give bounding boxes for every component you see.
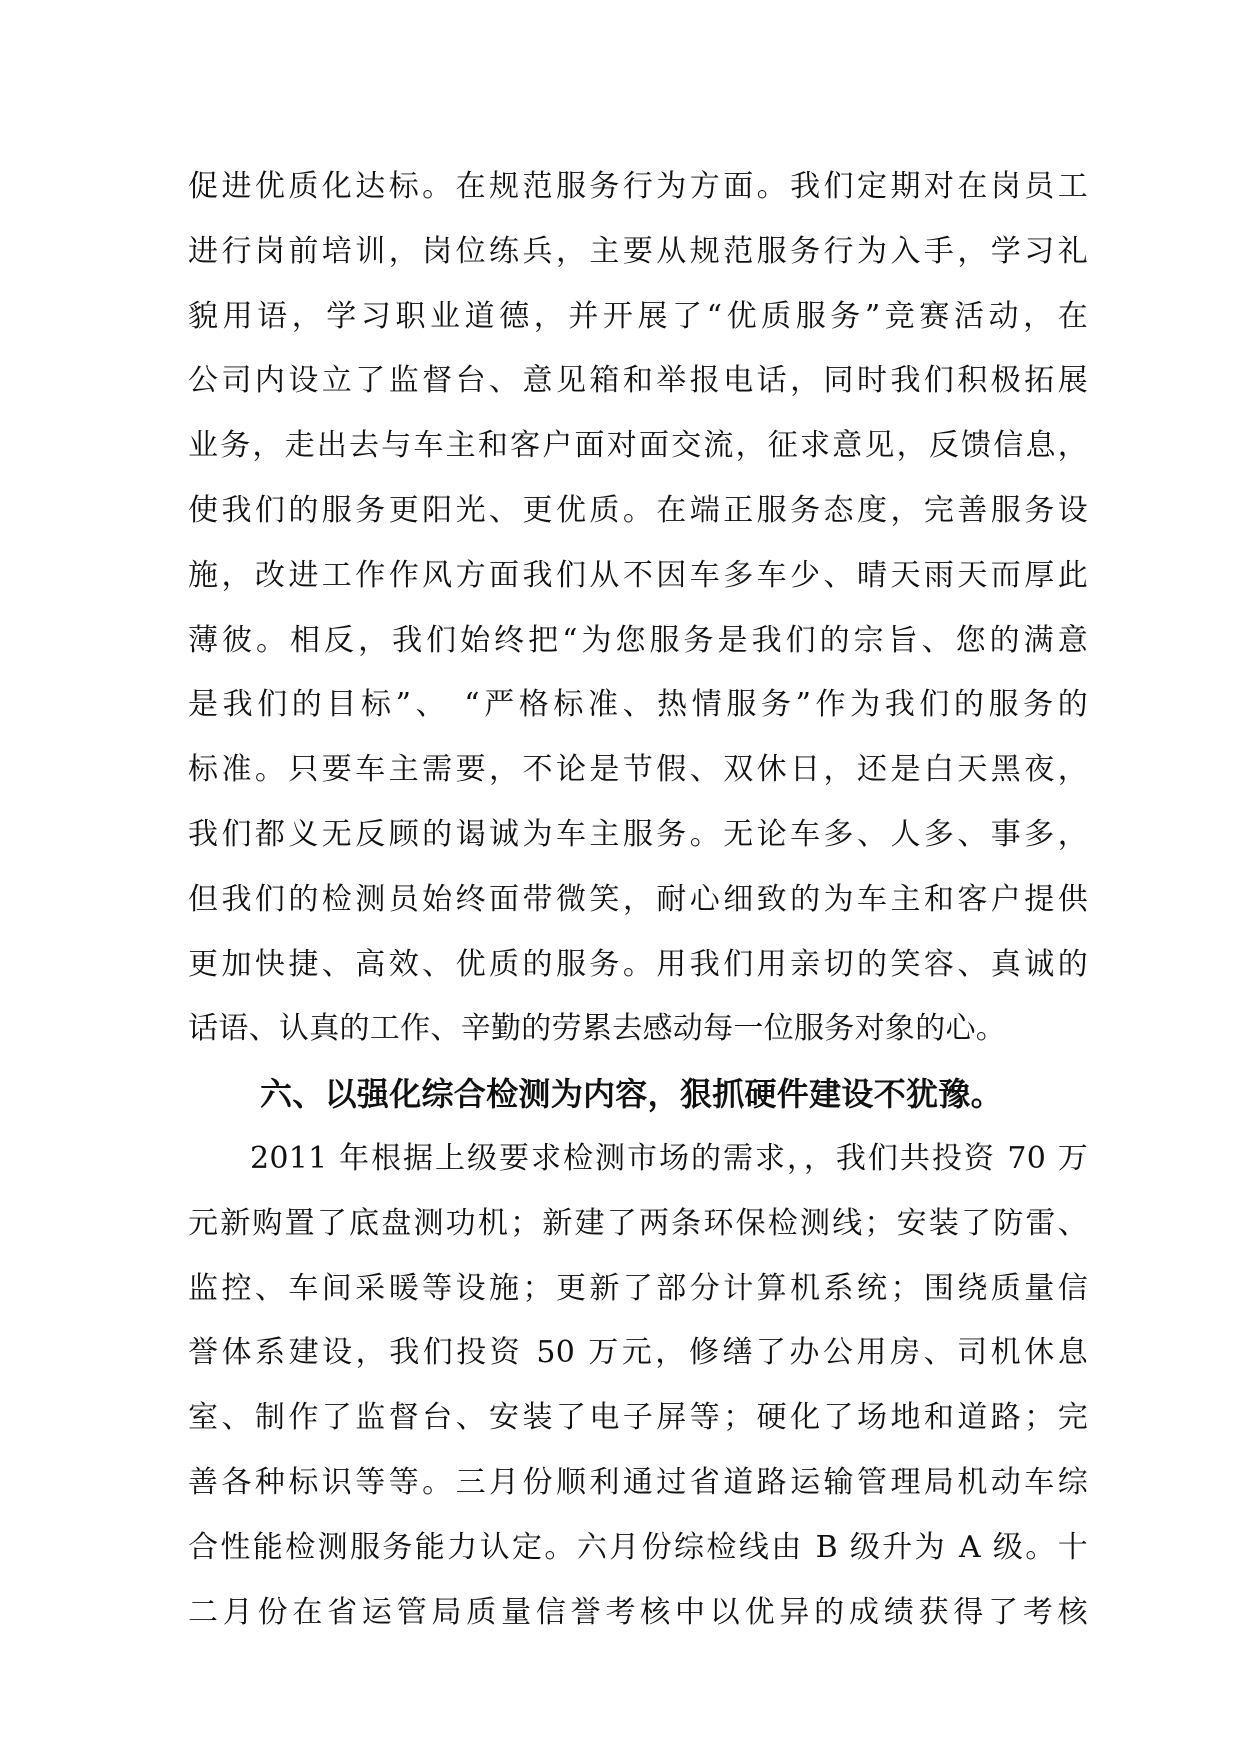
paragraph-line: 使我们的服务更阳光、更优质。在端正服务态度，完善服务设 xyxy=(188,492,1088,528)
paragraph-line: 室、制作了监督台、安装了电子屏等；硬化了场地和道路；完 xyxy=(188,1400,1088,1436)
paragraph-line: 元新购置了底盘测功机；新建了两条环保检测线；安装了防雷、 xyxy=(188,1205,1088,1241)
paragraph-line: 善各种标识等等。三月份顺利通过省道路运输管理局机动车综 xyxy=(188,1464,1088,1500)
paragraph-line: 业务，走出去与车主和客户面对面交流，征求意见，反馈信息， xyxy=(188,428,1088,464)
paragraph-line: 施，改进工作作风方面我们从不因车多车少、晴天雨天而厚此 xyxy=(188,557,1088,593)
paragraph-line: 2011 年根据上级要求检测市场的需求，，我们共投资 70 万 xyxy=(250,1140,1088,1176)
paragraph-line: 公司内设立了监督台、意见箱和举报电话，同时我们积极拓展 xyxy=(188,363,1088,399)
paragraph-line: 促进优质化达标。在规范服务行为方面。我们定期对在岗员工 xyxy=(188,169,1088,204)
paragraph-line: 进行岗前培训，岗位练兵，主要从规范服务行为入手，学习礼 xyxy=(188,233,1088,269)
paragraph-line: 话语、认真的工作、辛勤的劳累去感动每一位服务对象的心。 xyxy=(188,1011,1007,1047)
section-heading: 六、以强化综合检测为内容，狠抓硬件建设不犹豫。 xyxy=(260,1075,1003,1114)
paragraph-line: 标准。只要车主需要，不论是节假、双休日，还是白天黑夜， xyxy=(188,752,1088,788)
paragraph-line: 合性能检测服务能力认定。六月份综检线由 B 级升为 A 级。十 xyxy=(188,1529,1088,1565)
paragraph-line: 监控、车间采暖等设施；更新了部分计算机系统；围绕质量信 xyxy=(188,1270,1088,1306)
paragraph-line: 是我们的目标”、 “严格标准、热情服务”作为我们的服务的 xyxy=(188,687,1088,723)
paragraph-line: 我们都义无反顾的谒诚为车主服务。无论车多、人多、事多， xyxy=(188,816,1088,852)
paragraph-line: 誉体系建设，我们投资 50 万元，修缮了办公用房、司机休息 xyxy=(188,1335,1088,1371)
paragraph-line: 更加快捷、高效、优质的服务。用我们用亲切的笑容、真诚的 xyxy=(188,946,1088,982)
body-text xyxy=(188,155,1088,1645)
paragraph-line: 薄彼。相反，我们始终把“为您服务是我们的宗旨、您的满意 xyxy=(188,622,1088,658)
paragraph-line: 二月份在省运管局质量信誉考核中以优异的成绩获得了考核 xyxy=(188,1594,1088,1630)
paragraph-line: 貌用语，学习职业道德，并开展了“优质服务”竞赛活动，在 xyxy=(188,298,1088,334)
paragraph-line: 但我们的检测员始终面带微笑，耐心细致的为车主和客户提供 xyxy=(188,881,1088,917)
